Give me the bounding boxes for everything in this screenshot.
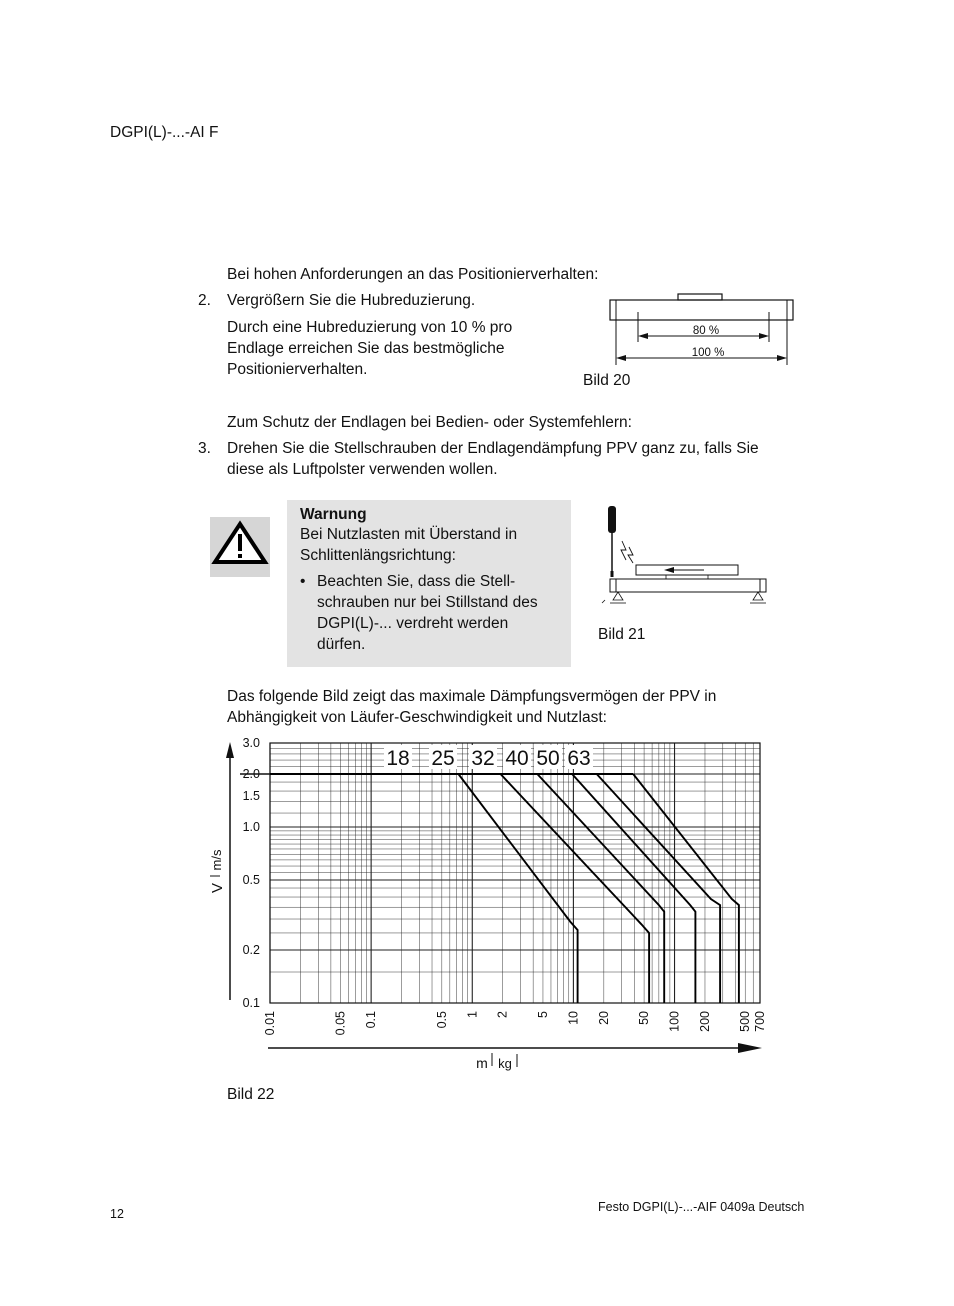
paragraph-line: Positionierverhalten. bbox=[227, 361, 368, 378]
y-tick-label: 0.1 bbox=[242, 996, 260, 1010]
figure-20-stroke-diagram bbox=[600, 290, 810, 370]
screwdriver-handle bbox=[608, 506, 616, 533]
warning-text bbox=[300, 524, 565, 566]
series-label-18: 18 bbox=[386, 747, 410, 770]
x-tick-label: 0.01 bbox=[263, 1011, 277, 1036]
cylinder-body bbox=[610, 579, 766, 592]
y-tick-label: 0.5 bbox=[242, 872, 260, 887]
y-axis-unit-label: m/s bbox=[209, 849, 224, 871]
x-tick-label: 0.5 bbox=[434, 1011, 449, 1029]
bullet-line: schrauben nur bei Stillstand des bbox=[317, 594, 538, 611]
footer-doc-info: Festo DGPI(L)-...-AIF 0409a Deutsch bbox=[598, 1200, 805, 1214]
x-tick-label: 700 bbox=[753, 1011, 767, 1032]
step-line: diese als Luftpolster verwenden wollen. bbox=[227, 461, 498, 478]
y-axis-variable-label: V bbox=[209, 882, 226, 894]
y-tick-label: 2.0 bbox=[242, 766, 260, 781]
series-line-32 bbox=[537, 774, 664, 1003]
figure-22-caption: Bild 22 bbox=[227, 1086, 275, 1103]
y-tick-label: 1.5 bbox=[242, 788, 260, 803]
x-axis-arrowhead bbox=[738, 1043, 762, 1053]
series-line-40 bbox=[572, 774, 695, 1003]
series-label-25: 25 bbox=[431, 747, 455, 770]
figure-20-caption: Bild 20 bbox=[583, 372, 631, 389]
y-axis-arrowhead bbox=[226, 742, 234, 758]
series-line-18 bbox=[458, 774, 577, 1003]
series-line-50 bbox=[597, 774, 720, 1003]
y-tick-label: 1.0 bbox=[242, 819, 260, 834]
bullet-line: dürfen. bbox=[317, 636, 366, 653]
series-label-50: 50 bbox=[536, 747, 560, 770]
support-foot bbox=[613, 592, 623, 600]
x-tick-label: 0.05 bbox=[333, 1011, 348, 1036]
hatch-mark bbox=[602, 600, 605, 603]
x-tick-label: 20 bbox=[596, 1011, 611, 1025]
arrowhead bbox=[777, 355, 787, 361]
x-tick-label: 2 bbox=[495, 1011, 510, 1018]
bullet-line: DGPI(L)-... verdreht werden bbox=[317, 615, 509, 632]
label-100-percent: 100 % bbox=[691, 347, 725, 359]
bullet-marker: • bbox=[300, 573, 306, 590]
warning-line: Bei Nutzlasten mit Überstand in bbox=[300, 526, 518, 543]
section3-line: Das folgende Bild zeigt das maximale Dämpfungsvermögen der PPV in bbox=[227, 688, 717, 705]
warning-line: Schlittenlängsrichtung: bbox=[300, 547, 456, 564]
step-line: Drehen Sie die Stellschrauben der Endlagendämpfung PPV ganz zu, falls Sie bbox=[227, 440, 759, 457]
x-tick-label: 50 bbox=[637, 1011, 652, 1025]
step3-number: 3. bbox=[198, 440, 211, 457]
page-number: 12 bbox=[110, 1207, 124, 1221]
warning-icon-box bbox=[210, 517, 270, 577]
step3-text bbox=[227, 438, 807, 480]
y-tick-label: 0.2 bbox=[242, 943, 260, 958]
x-axis-variable-label: m bbox=[476, 1055, 488, 1071]
step2-text: Vergrößern Sie die Hubreduzierung. bbox=[227, 292, 476, 309]
bullet-line: Beachten Sie, dass die Stell- bbox=[317, 573, 516, 590]
cylinder-slide bbox=[678, 294, 722, 300]
x-tick-label: 0.1 bbox=[364, 1011, 379, 1029]
lightning-icon bbox=[621, 541, 626, 560]
arrowhead bbox=[638, 333, 648, 339]
step2-number: 2. bbox=[198, 292, 211, 309]
section1-intro: Bei hohen Anforderungen an das Positionierverhalten: bbox=[227, 266, 599, 283]
label-80-percent: 80 % bbox=[692, 325, 720, 337]
x-tick-label: 5 bbox=[535, 1011, 550, 1018]
y-tick-label: 3.0 bbox=[242, 736, 260, 750]
arrowhead bbox=[616, 355, 626, 361]
x-axis-unit-label: kg bbox=[498, 1056, 512, 1071]
slide-base bbox=[666, 575, 708, 579]
x-tick-label: 500 bbox=[738, 1011, 753, 1032]
warning-title: Warnung bbox=[300, 506, 367, 523]
support-foot bbox=[753, 592, 763, 600]
warning-bullet-text bbox=[317, 571, 567, 655]
series-label-63: 63 bbox=[567, 747, 591, 770]
figure-21-caption: Bild 21 bbox=[598, 626, 646, 643]
header-doc-code: DGPI(L)-...-AI F bbox=[110, 124, 219, 141]
section2-intro: Zum Schutz der Endlagen bei Bedien- oder Systemfehlern: bbox=[227, 414, 632, 431]
warning-triangle-icon bbox=[210, 517, 270, 577]
series-label-32: 32 bbox=[471, 747, 495, 770]
x-tick-label: 200 bbox=[697, 1011, 712, 1032]
arrowhead bbox=[759, 333, 769, 339]
paragraph-line: Durch eine Hubreduzierung von 10 % pro bbox=[227, 319, 513, 336]
cylinder-body bbox=[610, 300, 793, 320]
x-tick-label: 10 bbox=[566, 1011, 581, 1025]
series-label-40: 40 bbox=[505, 747, 529, 770]
section3-text bbox=[227, 686, 807, 728]
paragraph-line: Endlage erreichen Sie das bestmögliche bbox=[227, 340, 505, 357]
x-tick-label: 1 bbox=[465, 1011, 480, 1018]
figure-22-damping-chart bbox=[190, 730, 780, 1080]
lightning-icon bbox=[628, 547, 633, 563]
step2-paragraph bbox=[227, 317, 557, 380]
figure-21-screwdriver-diagram bbox=[598, 503, 773, 608]
motion-arrowhead bbox=[664, 567, 674, 573]
x-tick-label: 100 bbox=[667, 1011, 682, 1032]
section3-line: Abhängigkeit von Läufer-Geschwindigkeit und Nutzlast: bbox=[227, 709, 607, 726]
